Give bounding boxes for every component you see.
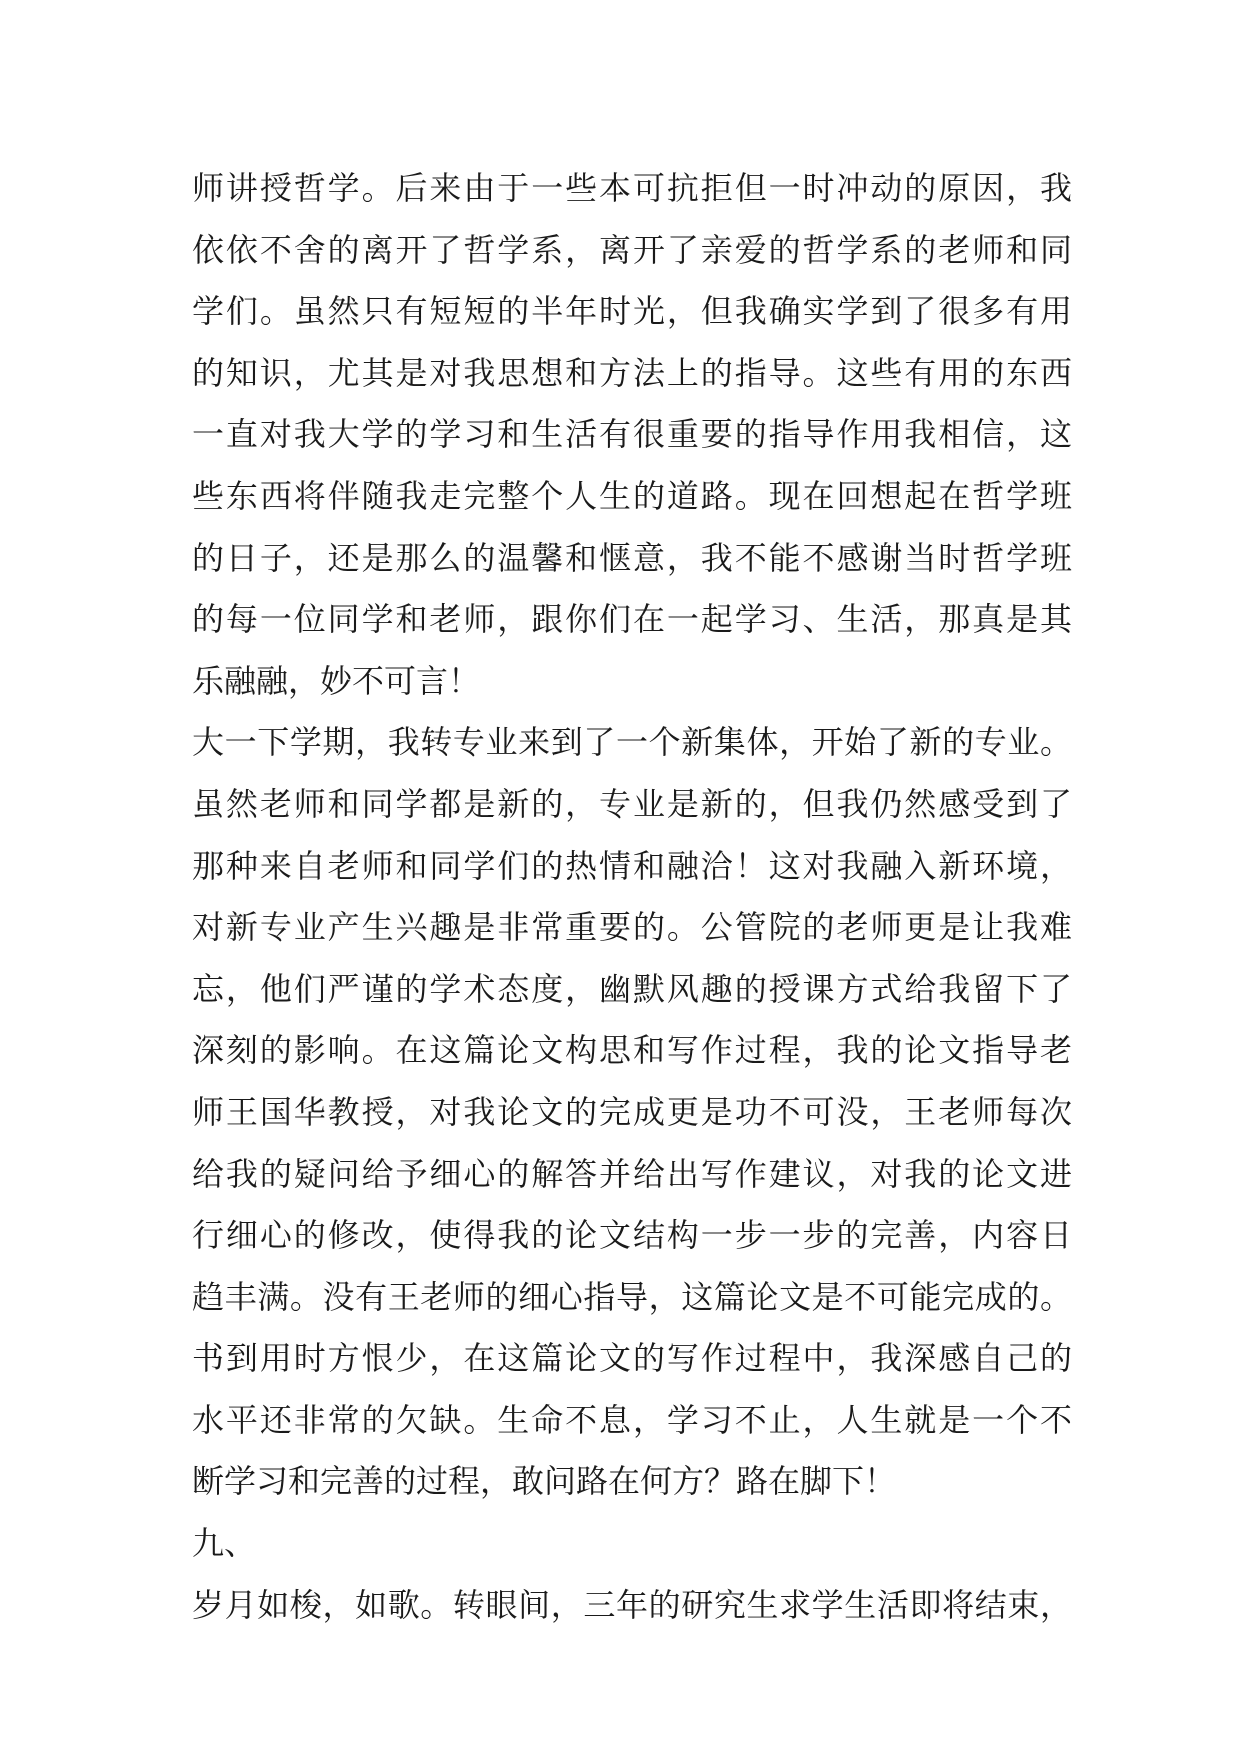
text-line: 虽然老师和同学都是新的，专业是新的，但我仍然感受到了 [192, 784, 1072, 823]
text-line: 的知识，尤其是对我思想和方法上的指导。这些有用的东西 [192, 353, 1072, 392]
text-line: 依依不舍的离开了哲学系，离开了亲爱的哲学系的老师和同 [192, 230, 1072, 269]
text-line: 师王国华教授，对我论文的完成更是功不可没，王老师每次 [192, 1092, 1072, 1131]
text-line: 学们。虽然只有短短的半年时光，但我确实学到了很多有用 [192, 292, 1072, 331]
text-line: 的每一位同学和老师，跟你们在一起学习、生活，那真是其 [192, 600, 1072, 639]
text-line: 断学习和完善的过程，敢问路在何方？路在脚下！ [192, 1462, 897, 1501]
text-line: 师讲授哲学。后来由于一些本可抗拒但一时冲动的原因，我 [192, 169, 1072, 207]
text-line: 深刻的影响。在这篇论文构思和写作过程，我的论文指导老 [192, 1031, 1072, 1070]
text-line: 那种来自老师和同学们的热情和融洽！这对我融入新环境， [192, 846, 1072, 885]
text-line: 乐融融，妙不可言！ [192, 661, 481, 700]
text-line: 行细心的修改，使得我的论文结构一步一步的完善，内容日 [192, 1216, 1072, 1255]
text-line: 给我的疑问给予细心的解答并给出写作建议，对我的论文进 [192, 1154, 1072, 1193]
text-line: 岁月如梭，如歌。转眼间，三年的研究生求学生活即将结束， [192, 1585, 1072, 1624]
section-number: 九、 [192, 1524, 257, 1563]
text-line: 趋丰满。没有王老师的细心指导，这篇论文是不可能完成的。 [192, 1277, 1072, 1316]
body-text [192, 158, 1072, 1636]
text-line: 对新专业产生兴趣是非常重要的。公管院的老师更是让我难 [192, 908, 1072, 947]
text-line: 一直对我大学的学习和生活有很重要的指导作用我相信，这 [192, 415, 1072, 454]
text-line: 忘，他们严谨的学术态度，幽默风趣的授课方式给我留下了 [192, 969, 1072, 1008]
text-line: 大一下学期，我转专业来到了一个新集体，开始了新的专业。 [192, 723, 1072, 762]
text-line: 些东西将伴随我走完整个人生的道路。现在回想起在哲学班 [192, 476, 1072, 515]
text-line: 书到用时方恨少，在这篇论文的写作过程中，我深感自己的 [192, 1339, 1072, 1378]
text-line: 水平还非常的欠缺。生命不息，学习不止，人生就是一个不 [192, 1400, 1072, 1439]
text-line: 的日子，还是那么的温馨和惬意，我不能不感谢当时哲学班 [192, 538, 1072, 577]
